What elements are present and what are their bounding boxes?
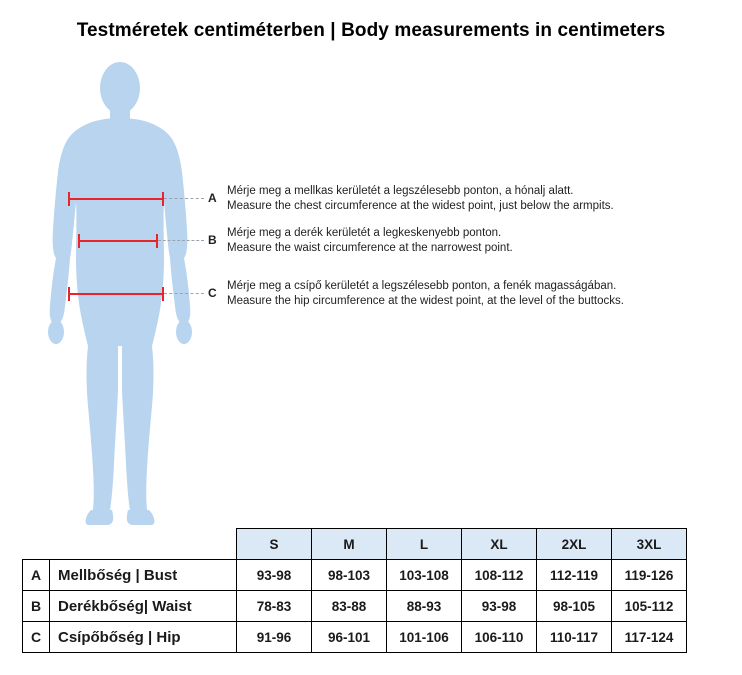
- cell-hip-xl: 106-110: [462, 622, 537, 653]
- size-header-m: M: [312, 529, 387, 560]
- cell-bust-m: 98-103: [312, 560, 387, 591]
- row-letter-c: C: [23, 622, 50, 653]
- cell-hip-s: 91-96: [237, 622, 312, 653]
- cell-waist-l: 88-93: [387, 591, 462, 622]
- row-letter-b: B: [23, 591, 50, 622]
- table-row: [23, 622, 687, 653]
- measurement-desc-c: [227, 279, 727, 309]
- row-letter-a: A: [23, 560, 50, 591]
- measurement-desc-a-en: Measure the chest circumference at the widest point, just below the armpits.: [227, 200, 614, 212]
- cell-waist-3xl: 105-112: [612, 591, 687, 622]
- measurement-desc-b-en: Measure the waist circumference at the narrowest point.: [227, 242, 513, 254]
- cell-hip-2xl: 110-117: [537, 622, 612, 653]
- cell-bust-2xl: 112-119: [537, 560, 612, 591]
- measurement-desc-b: [227, 226, 727, 256]
- table-row: [23, 591, 687, 622]
- measurement-desc-a-hu: Mérje meg a mellkas kerületét a legszélesebb ponton, a hónalj alatt.: [227, 185, 574, 197]
- size-header-xl: XL: [462, 529, 537, 560]
- row-name-waist: Derékbőség| Waist: [50, 591, 237, 622]
- table-header-row: [23, 529, 687, 560]
- cell-waist-xl: 93-98: [462, 591, 537, 622]
- corner-blank-letter: [23, 529, 50, 560]
- cell-waist-m: 83-88: [312, 591, 387, 622]
- size-header-s: S: [237, 529, 312, 560]
- size-header-3xl: 3XL: [612, 529, 687, 560]
- body-silhouette: [20, 62, 220, 532]
- size-header-2xl: 2XL: [537, 529, 612, 560]
- row-name-bust: Mellbőség | Bust: [50, 560, 237, 591]
- cell-bust-s: 93-98: [237, 560, 312, 591]
- measurement-desc-c-en: Measure the hip circumference at the widest point, at the level of the buttocks.: [227, 295, 624, 307]
- row-name-hip: Csípőbőség | Hip: [50, 622, 237, 653]
- table-row: [23, 560, 687, 591]
- measurement-desc-b-hu: Mérje meg a derék kerületét a legkeskenyebb ponton.: [227, 227, 502, 239]
- cell-waist-s: 78-83: [237, 591, 312, 622]
- corner-blank-name: [50, 529, 237, 560]
- cell-bust-xl: 108-112: [462, 560, 537, 591]
- cell-bust-l: 103-108: [387, 560, 462, 591]
- size-table: [22, 528, 687, 653]
- measurement-letter-c: C: [208, 286, 217, 300]
- cell-hip-m: 96-101: [312, 622, 387, 653]
- cell-bust-3xl: 119-126: [612, 560, 687, 591]
- measurement-desc-a: [227, 184, 727, 214]
- cell-waist-2xl: 98-105: [537, 591, 612, 622]
- cell-hip-3xl: 117-124: [612, 622, 687, 653]
- measurement-letter-a: A: [208, 191, 217, 205]
- measurement-letter-b: B: [208, 233, 217, 247]
- measurement-desc-c-hu: Mérje meg a csípő kerületét a legszélesebb ponton, a fenék magasságában.: [227, 280, 617, 292]
- size-header-l: L: [387, 529, 462, 560]
- page-title: Testméretek centiméterben | Body measurements in centimeters: [76, 20, 666, 41]
- cell-hip-l: 101-106: [387, 622, 462, 653]
